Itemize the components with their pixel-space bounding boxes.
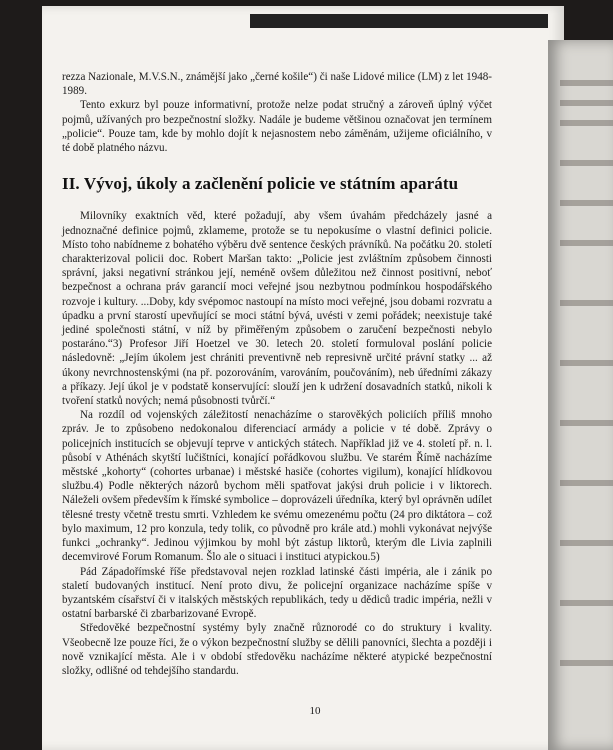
intro-paragraph-1: rezza Nazionale, M.V.S.N., známější jako „černé košile“) či naše Lidové milice (LM) z let 1948-1989. <box>62 71 492 98</box>
intro-paragraph-2: Tento exkurz byl pouze informativní, protože nelze podat stručný a zároveň úplný výčet pojmů, užívaných pro bezpečnostní složky. Nadále je budeme většinou označovat jen termínem „policie“. Pouze tam, kde by mohlo dojít k nejasnostem nebo záměnám, užijeme oficiálního, v té době platného názvu. <box>62 99 492 155</box>
chapter-title: II. Vývoj, úkoly a začlenění policie ve státním aparátu <box>62 174 459 194</box>
page-text <box>62 70 492 678</box>
page-edge-shadow <box>250 14 548 28</box>
body-paragraph-1: Milovníky exaktních věd, které požadují, aby všem úvahám předcházely jasné a jednoznačné definice pojmů, zklameme, protože se tu nepokusíme o vlastní definici policie. Místo toho nabídneme z bohatého výběru dvě sentence českých právníků. Na počátku 20. století charakterizoval policii doc. Robert Maršan takto: „Policie jest zvláštním způsobem činnosti správní, jaksi negativní stránkou její, neméně ovšem důležitou než činnost positivní, neboť bezpečnost a ochrana práv garancií moci veřejné jsou nezbytnou podmínkou hospodářského rozvoje i kultury. ...Doby, kdy svépomoc nastoupí na místo moci veřejné, jsou dobami rozvratu a úpadku a první starostí upevňující se moci státní bývá, uvésti v zemi pořádek; neexistuje také jediné společnosti státní, v níž by přiměřeným způsobem o zaručení bezpečnosti nebylo postaráno.“3) Profesor Jiří Hoetzel ve 30. letech 20. století formuloval poslání policie následovně: „Jejím úkolem jest chrániti preventivně neb represivně určité právní statky ... až úkony nevrchnostenskými (na př. pozorováním, varováním, poučováním), neb úředními zákazy a příkazy. Její úkol je v podstatě konservující: slouží jen k udržení dosavadních statků, nikoli k tvoření statků nových; nemá působnosti tvůrčí.“ <box>62 210 492 408</box>
body-paragraph-3: Pád Západořímské říše představoval nejen rozklad latinské části impéria, ale i zánik po staletí budovaných institucí. Není proto divu, že policejní organizace nacházíme spíše v byzantském císařství či v italských městských republikách, tedy u dědiců tradic impéria, nežli v ostatní barbarské či zbarbarizované Evropě. <box>62 565 492 621</box>
body-paragraph-2: Na rozdíl od vojenských záležitostí nenacházíme o starověkých policiích příliš mnoho zpráv. Je to způsobeno nedokonalou diferenciací armády a policie v té době. Zprávy o policejních institucích se objevují teprve v antických státech. Například již ve 4. století př. n. l. působí v Athénách skytští lučištníci, konající pořádkovou službu. Ve starém Římě nacházíme městské „kohorty“ (cohortes urbanae) i městské hasiče (cohortes vigilum), konající hlídkovou službu.4) Podle některých názorů bychom měli spatřovat jakýsi druh policie i v liktorech. Náleželi ovšem především k římské symbolice – doprovázeli úředníka, který byl oprávněn udílet tělesné tresty včetně trestu smrti. Vzhledem ke svému omezenému počtu (24 pro diktátora – což bylo maximum, 12 pro konzula, tedy tolik, co původně pro krále atd.) mohli vykonávat nejvýše funkci „ochranky“. Jedinou výjimkou by mohl být zástup liktorů, kterým dle Livia zaplnili decemvirové Forum Romanum. Šlo ale o situaci i instituci atypickou.5) <box>62 409 492 564</box>
body-paragraph-4: Středověké bezpečnostní systémy byly značně různorodé co do struktury i kvality. Všeobecně lze pouze říci, že o výkon bezpečnostní služby se dělili panovníci, šlechta a později i nově vznikající města. Ale i v období středověku nacházíme některé atypické bezpečnostní složky, odlišné od tehdejšího standardu. <box>62 622 492 677</box>
facing-page <box>548 40 613 750</box>
page-number: 10 <box>309 705 321 717</box>
